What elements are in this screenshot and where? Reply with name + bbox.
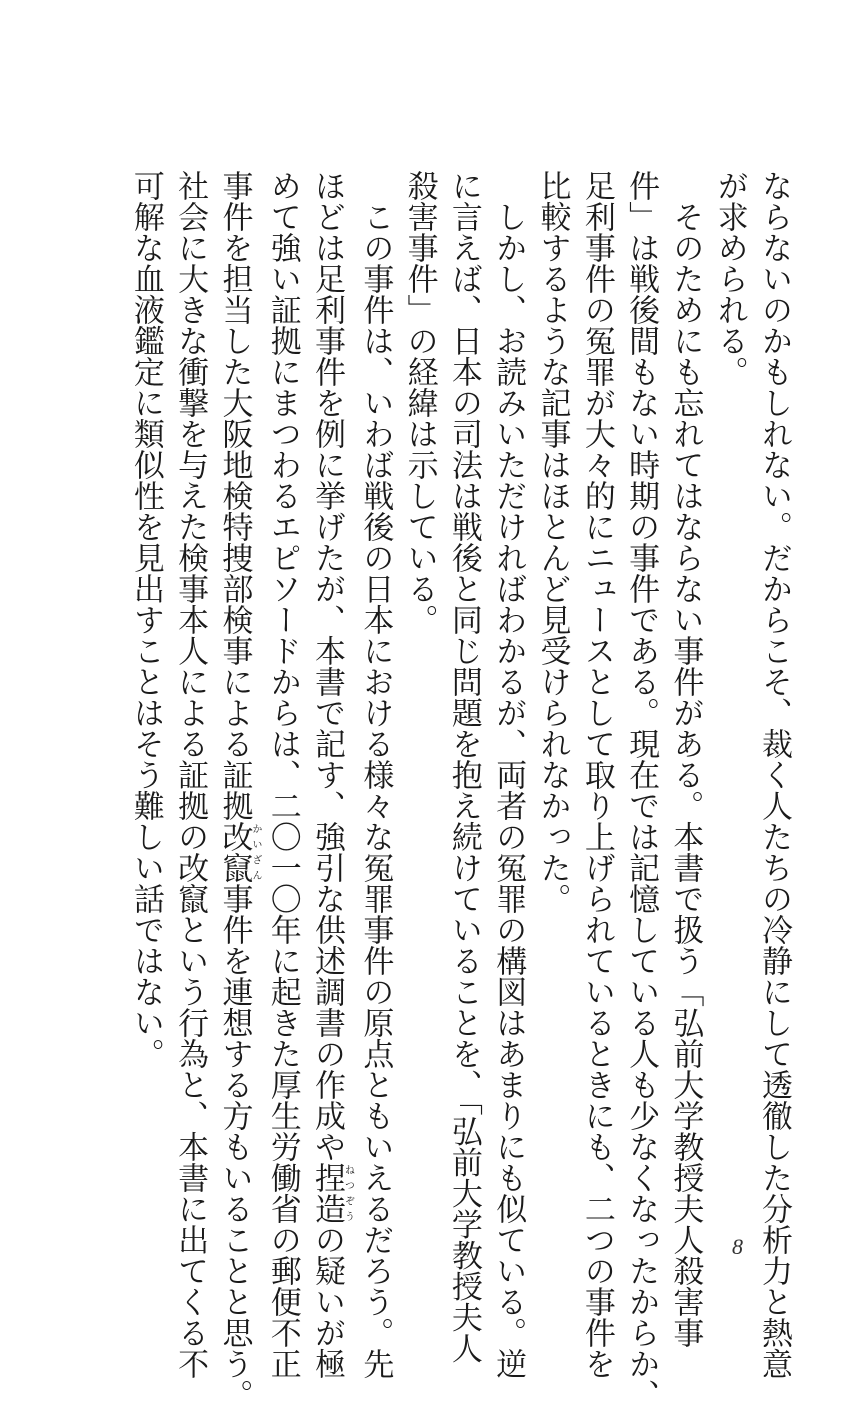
text-line-7: しかし、お読みいただければわかるが、両者の冤罪の構図はあまりにも似ている。逆 (490, 170, 527, 1379)
text-line-11: ほどは足利事件を例に挙げたが、本書で記す、強引な供述調書の作成や捏造ねつぞうの疑いが極 (309, 170, 354, 1379)
page-number: 8 (732, 1234, 743, 1259)
vertical-text-body (56, 170, 796, 1410)
text-line-13: 事件を担当した大阪地検特捜部検事による証拠改竄かいざん事件を連想する方もいることと思う。 (216, 170, 261, 1410)
furigana-kaizan: 改竄かいざん (216, 821, 261, 883)
text-line-9: 殺害事件」の経緯は示している。 (401, 170, 438, 635)
text-line-1: ならないのかもしれない。だからこそ、裁く人たちの冷静にして透徹した分析力と熱意 (756, 170, 792, 1379)
text-line-14: 社会に大きな衝撃を与えた検事本人による証拠の改竄という行為と、本書に出てくる不 (172, 170, 209, 1379)
text-line-8: に言えば、日本の司法は戦後と同じ問題を抱え続けていることを、「弘前大学教授夫人 (445, 170, 482, 1364)
text-line-10: この事件は、いわば戦後の日本における様々な冤罪事件の原点ともいえるだろう。先 (357, 170, 394, 1379)
text-line-12: めて強い証拠にまつわるエピソードからは、二〇一〇年に起きた厚生労働省の郵便不正 (264, 170, 301, 1379)
text-line-2: が求められる。 (711, 170, 748, 387)
text-line-6: 比較するような記事はほとんど見受けられなかった。 (534, 170, 571, 914)
text-line-5: 足利事件の冤罪が大々的にニュースとして取り上げられているときにも、二つの事件を (578, 170, 615, 1379)
text-line-4: 件」は戦後間もない時期の事件である。現在では記憶している人も少なくなったからか、 (623, 170, 660, 1410)
text-line-3: そのためにも忘れてはならない事件がある。本書で扱う「弘前大学教授夫人殺害事 (667, 170, 704, 1348)
furigana-netsuzou: 捏造ねつぞう (309, 1162, 354, 1224)
text-line-15: 可解な血液鑑定に類似性を見出すことはそう難しい話ではない。 (127, 170, 164, 1069)
